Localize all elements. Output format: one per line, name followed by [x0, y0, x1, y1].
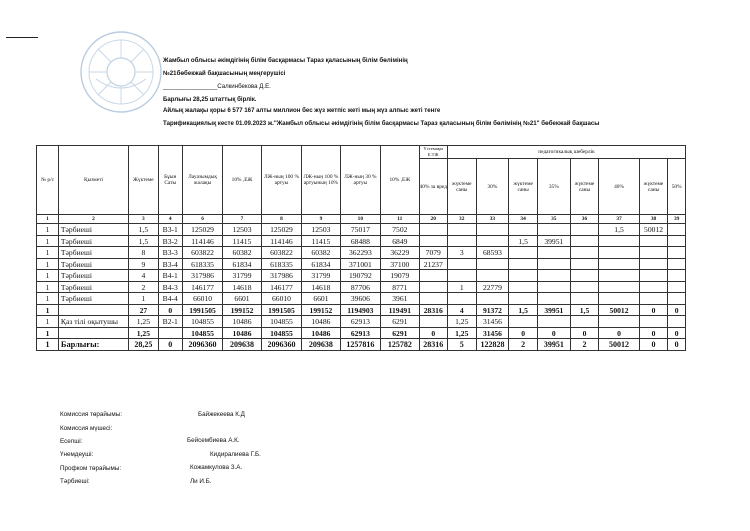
- table-cell: 362293: [340, 247, 381, 259]
- header-line-ministry: Жамбыл облысы әкімдігінің білім басқармасы Тараз қаласының білім бөлімінің: [163, 57, 408, 64]
- header-30pct: 30%: [476, 159, 509, 215]
- table-cell: В4-3: [158, 281, 182, 293]
- emblem-watermark-icon: [76, 27, 166, 117]
- table-cell: 114146: [182, 235, 223, 247]
- table-cell: Тәрбиеші: [58, 235, 128, 247]
- table-cell: Қаз тілі оқытушы: [58, 316, 128, 328]
- table-cell: [509, 224, 538, 236]
- table-cell: В4-1: [158, 270, 182, 282]
- header-ustemaky: Үстемақы Б.ТЖ: [419, 146, 448, 159]
- table-cell: [639, 270, 668, 282]
- table-cell: 1: [37, 258, 59, 270]
- table-cell: 0: [537, 327, 570, 339]
- table-cell: [448, 293, 477, 305]
- table-cell: 104855: [182, 327, 223, 339]
- table-cell: 10486: [302, 327, 340, 339]
- table-cell: 21237: [419, 258, 448, 270]
- table-cell: 0: [639, 327, 668, 339]
- table-cell: [537, 258, 570, 270]
- table-cell: 68593: [476, 247, 509, 259]
- table-cell: [419, 270, 448, 282]
- table-cell: 14618: [302, 281, 340, 293]
- table-cell: 0: [639, 304, 668, 316]
- table-cell: 60382: [223, 247, 261, 259]
- signature-role: Тәрбиеші:: [60, 478, 90, 485]
- table-cell: Барлығы:: [58, 339, 128, 351]
- table-cell: 1257816: [340, 339, 381, 351]
- table-row: [37, 224, 686, 236]
- table-cell: [639, 258, 668, 270]
- table-cell: 618335: [261, 258, 302, 270]
- table-cell: [158, 327, 182, 339]
- table-cell: 371001: [340, 258, 381, 270]
- table-cell: 0: [419, 327, 448, 339]
- table-cell: [509, 270, 538, 282]
- table-cell: [599, 235, 640, 247]
- table-cell: 1: [129, 293, 159, 305]
- table-cell: 1: [37, 247, 59, 259]
- table-cell: 1,5: [129, 224, 159, 236]
- column-number: 8: [261, 215, 302, 224]
- table-cell: [476, 270, 509, 282]
- table-cell: [509, 258, 538, 270]
- table-cell: [448, 224, 477, 236]
- table-cell: 1991505: [261, 304, 302, 316]
- table-cell: 28316: [419, 339, 448, 351]
- table-cell: 618335: [182, 258, 223, 270]
- table-cell: 5: [448, 339, 477, 351]
- column-number-row: [37, 215, 686, 224]
- table-cell: [537, 293, 570, 305]
- table-cell: 8771: [381, 281, 419, 293]
- header-35pct: 35%: [537, 159, 570, 215]
- header-load-count-4: жүктеме саны: [639, 159, 668, 215]
- table-cell: 0: [158, 339, 182, 351]
- table-cell: [570, 293, 599, 305]
- table-cell: [476, 293, 509, 305]
- header-10pct: 10% ,ЕЖ: [223, 146, 261, 215]
- table-cell: 2: [570, 339, 599, 351]
- header-load-count-3: жүктеме саны: [570, 159, 599, 215]
- tarification-table: [36, 145, 686, 351]
- table-row: [37, 247, 686, 259]
- table-cell: [419, 224, 448, 236]
- header-no: № р/с: [37, 146, 59, 215]
- table-cell: [537, 270, 570, 282]
- table-cell: 1: [37, 316, 59, 328]
- header-40pct-b: 40%: [599, 159, 640, 215]
- table-cell: [570, 270, 599, 282]
- table-cell: [58, 327, 128, 339]
- column-number: 37: [599, 215, 640, 224]
- table-cell: [509, 281, 538, 293]
- header-40pct: 40% за вред: [419, 159, 448, 215]
- table-cell: 1: [37, 339, 59, 351]
- column-number: 3: [129, 215, 159, 224]
- table-cell: [419, 293, 448, 305]
- header-load: Жүктеме: [129, 146, 159, 215]
- table-cell: 36229: [381, 247, 419, 259]
- table-cell: 1: [37, 281, 59, 293]
- signature-name: Кожамкулова З.А.: [190, 464, 243, 471]
- table-cell: 1: [37, 293, 59, 305]
- table-cell: [668, 247, 686, 259]
- column-number: 36: [570, 215, 599, 224]
- header-lzh-30: ЛЖ-ның 30 % артуы: [340, 146, 381, 215]
- signature-role: Комиссия төрайымы:: [60, 411, 123, 418]
- table-cell: 11415: [223, 235, 261, 247]
- table-cell: 1,5: [570, 304, 599, 316]
- table-cell: [668, 316, 686, 328]
- table-cell: 61834: [223, 258, 261, 270]
- table-cell: 39951: [537, 235, 570, 247]
- table-cell: [668, 258, 686, 270]
- table-cell: 0: [668, 327, 686, 339]
- table-cell: Тәрбиеші: [58, 281, 128, 293]
- column-number: 33: [476, 215, 509, 224]
- table-cell: 1: [37, 270, 59, 282]
- table-cell: 31799: [223, 270, 261, 282]
- total-row: [37, 339, 686, 351]
- table-cell: Тәрбиеші: [58, 224, 128, 236]
- table-cell: 60382: [302, 247, 340, 259]
- table-cell: 3: [448, 247, 477, 259]
- table-cell: [668, 281, 686, 293]
- signature-role: Үнемдеуші:: [60, 451, 94, 458]
- table-cell: Тәрбиеші: [58, 247, 128, 259]
- table-cell: 31799: [302, 270, 340, 282]
- table-cell: В4-4: [158, 293, 182, 305]
- column-number: 20: [419, 215, 448, 224]
- table-cell: 4: [448, 304, 477, 316]
- table-cell: [570, 258, 599, 270]
- signature-role: Есепші:: [60, 438, 83, 445]
- table-cell: [599, 258, 640, 270]
- table-cell: 14618: [223, 281, 261, 293]
- table-row: [37, 327, 686, 339]
- table-cell: 603822: [261, 247, 302, 259]
- table-cell: [668, 270, 686, 282]
- table-cell: 0: [158, 304, 182, 316]
- table-cell: 209638: [223, 339, 261, 351]
- table-cell: 190792: [340, 270, 381, 282]
- column-number: 7: [223, 215, 261, 224]
- table-cell: 125029: [261, 224, 302, 236]
- table-cell: 6291: [381, 327, 419, 339]
- table-cell: Тәрбиеші: [58, 258, 128, 270]
- signature-name: Бейсембиева А.К.: [187, 437, 240, 444]
- table-cell: 39951: [537, 339, 570, 351]
- table-cell: 1991505: [182, 304, 223, 316]
- table-cell: [599, 270, 640, 282]
- table-cell: 27: [129, 304, 159, 316]
- table-cell: 0: [668, 304, 686, 316]
- table-cell: 146177: [182, 281, 223, 293]
- table-cell: 1,5: [509, 235, 538, 247]
- table-cell: 125782: [381, 339, 419, 351]
- table-cell: [448, 235, 477, 247]
- table-cell: 37100: [381, 258, 419, 270]
- table-row: [37, 270, 686, 282]
- table-cell: 19079: [381, 270, 419, 282]
- table-cell: 12503: [302, 224, 340, 236]
- table-cell: В3-1: [158, 224, 182, 236]
- header-line-director: ________________Салкинбекова Д.Е.: [163, 83, 271, 90]
- corner-line: [6, 37, 38, 38]
- table-cell: [476, 258, 509, 270]
- table-cell: [419, 281, 448, 293]
- table-cell: 317986: [261, 270, 302, 282]
- table-cell: 68488: [340, 235, 381, 247]
- table-cell: 4: [129, 270, 159, 282]
- table-cell: 11415: [302, 235, 340, 247]
- table-cell: [599, 281, 640, 293]
- table-cell: 31456: [476, 316, 509, 328]
- table-cell: [599, 316, 640, 328]
- column-number: 11: [381, 215, 419, 224]
- header-line-kindergarten: №21бөбекжай бақшасының меңгерушісі: [163, 70, 286, 77]
- column-number: 35: [537, 215, 570, 224]
- table-cell: [537, 224, 570, 236]
- table-cell: 62913: [340, 316, 381, 328]
- table-cell: [476, 235, 509, 247]
- header-10pct-b: 10% ,ЕЖ: [381, 146, 419, 215]
- table-cell: [476, 224, 509, 236]
- table-row: [37, 304, 686, 316]
- table-row: [37, 293, 686, 305]
- table-cell: 50012: [639, 224, 668, 236]
- table-cell: В3-3: [158, 247, 182, 259]
- table-cell: [570, 247, 599, 259]
- table-cell: [419, 235, 448, 247]
- table-cell: 6849: [381, 235, 419, 247]
- table-cell: [570, 224, 599, 236]
- table-cell: 22779: [476, 281, 509, 293]
- table-cell: В3-4: [158, 258, 182, 270]
- table-cell: 6601: [302, 293, 340, 305]
- table-cell: 1,5: [599, 224, 640, 236]
- table-cell: [570, 235, 599, 247]
- table-cell: [639, 235, 668, 247]
- table-cell: 2: [129, 281, 159, 293]
- table-cell: Тәрбиеші: [58, 270, 128, 282]
- table-cell: 66010: [261, 293, 302, 305]
- table-cell: [599, 293, 640, 305]
- column-number: 2: [58, 215, 128, 224]
- table-cell: [448, 258, 477, 270]
- table-cell: 3961: [381, 293, 419, 305]
- column-number: 6: [182, 215, 223, 224]
- table-cell: 50012: [599, 339, 640, 351]
- table-cell: 12503: [223, 224, 261, 236]
- table-cell: [599, 247, 640, 259]
- table-cell: 119491: [381, 304, 419, 316]
- table-cell: 7502: [381, 224, 419, 236]
- header-ped-mastery: педагогикалық шеберлік: [448, 146, 686, 159]
- table-cell: [509, 247, 538, 259]
- table-cell: 104855: [182, 316, 223, 328]
- table-cell: 2096360: [261, 339, 302, 351]
- column-number: 39: [668, 215, 686, 224]
- table-cell: 2096360: [182, 339, 223, 351]
- table-cell: [639, 281, 668, 293]
- table-cell: 61834: [302, 258, 340, 270]
- header-bun: Бұын Саты: [158, 146, 182, 215]
- table-body: [37, 224, 686, 351]
- table-cell: [668, 224, 686, 236]
- table-cell: 31456: [476, 327, 509, 339]
- header-load-count-1: жүктеме саны: [448, 159, 477, 215]
- table-cell: 104855: [261, 327, 302, 339]
- table-cell: Тәрбиеші: [58, 293, 128, 305]
- table-cell: [668, 293, 686, 305]
- table-row: [37, 281, 686, 293]
- table-cell: 1,25: [129, 316, 159, 328]
- table-cell: 10486: [302, 316, 340, 328]
- signature-name: Ли И.Б.: [190, 478, 212, 485]
- column-number: 1: [37, 215, 59, 224]
- table-cell: 87706: [340, 281, 381, 293]
- table-cell: 10486: [223, 316, 261, 328]
- header-load-count-2: жүктеме саны: [509, 159, 538, 215]
- table-cell: [537, 316, 570, 328]
- table-cell: 1,5: [509, 304, 538, 316]
- table-cell: [570, 281, 599, 293]
- table-cell: [509, 293, 538, 305]
- column-number: 38: [639, 215, 668, 224]
- table-cell: 317986: [182, 270, 223, 282]
- table-cell: 1,25: [448, 327, 477, 339]
- table-cell: [58, 304, 128, 316]
- table-cell: В3-2: [158, 235, 182, 247]
- table-cell: 603822: [182, 247, 223, 259]
- table-cell: 91372: [476, 304, 509, 316]
- column-number: 34: [509, 215, 538, 224]
- table-cell: [537, 247, 570, 259]
- table-cell: 28,25: [129, 339, 159, 351]
- signature-name: Кидиралиева Г.Б.: [210, 451, 261, 458]
- table-cell: 114146: [261, 235, 302, 247]
- table-cell: В2-1: [158, 316, 182, 328]
- table-cell: [668, 235, 686, 247]
- table-cell: [570, 316, 599, 328]
- table-cell: 0: [599, 327, 640, 339]
- table-cell: 0: [639, 339, 668, 351]
- table-row: [37, 235, 686, 247]
- table-cell: 6291: [381, 316, 419, 328]
- table-cell: 1: [37, 235, 59, 247]
- table-cell: 8: [129, 247, 159, 259]
- table-cell: 7079: [419, 247, 448, 259]
- table-cell: 1: [448, 281, 477, 293]
- table-cell: 1: [37, 327, 59, 339]
- table-cell: 28316: [419, 304, 448, 316]
- table-cell: 10486: [223, 327, 261, 339]
- table-cell: [639, 247, 668, 259]
- table-cell: 75017: [340, 224, 381, 236]
- table-cell: 39606: [340, 293, 381, 305]
- signature-role: Профком төрайымы:: [60, 465, 122, 472]
- header-lzh-100-10: ЛЖ-ның 100 % артуының 10%: [302, 146, 340, 215]
- table-cell: [537, 281, 570, 293]
- table-cell: 125029: [182, 224, 223, 236]
- header-line-salary-fund: Айлық жалақы қоры 6 577 167 алты миллион бес жүз жетпіс жеті мың жүз алпыс жеті тенге: [163, 107, 441, 114]
- table-cell: 1,25: [129, 327, 159, 339]
- column-number: 32: [448, 215, 477, 224]
- table-cell: 62913: [340, 327, 381, 339]
- table-row: [37, 316, 686, 328]
- table-cell: 1: [37, 224, 59, 236]
- signature-name: Байжекеева К.Д: [198, 411, 245, 418]
- table-cell: 0: [668, 339, 686, 351]
- header-salary: Лауазымдық жалақы: [182, 146, 223, 215]
- table-cell: 6601: [223, 293, 261, 305]
- table-cell: 1,5: [129, 235, 159, 247]
- header-line-table-title: Тарификациялық кесте 01.09.2023 ж."Жамбыл облысы әкімдігінің білім басқармасы Тараз қаласының білім бөлімінің №21" бөбекжай бақшасы: [163, 120, 600, 127]
- table-cell: 209638: [302, 339, 340, 351]
- table-cell: 1,25: [448, 316, 477, 328]
- table-cell: [509, 316, 538, 328]
- table-cell: 122828: [476, 339, 509, 351]
- table-cell: 1: [37, 304, 59, 316]
- table-cell: 9: [129, 258, 159, 270]
- column-number: 10: [340, 215, 381, 224]
- header-50pct: 50%: [668, 159, 686, 215]
- table-row: [37, 258, 686, 270]
- table-cell: 2: [509, 339, 538, 351]
- column-number: 9: [302, 215, 340, 224]
- header-line-staff-total: Барлығы 28,25 штаттық бірлік.: [163, 96, 257, 103]
- table-cell: 146177: [261, 281, 302, 293]
- table-cell: 104855: [261, 316, 302, 328]
- signature-role: Комиссия мүшесі:: [60, 425, 113, 432]
- table-cell: [639, 316, 668, 328]
- table-cell: 199152: [223, 304, 261, 316]
- table-cell: [419, 316, 448, 328]
- table-cell: 199152: [302, 304, 340, 316]
- table-cell: 1194903: [340, 304, 381, 316]
- column-number: 4: [158, 215, 182, 224]
- table-cell: 66010: [182, 293, 223, 305]
- table-cell: 0: [570, 327, 599, 339]
- table-cell: [448, 270, 477, 282]
- table-cell: [639, 293, 668, 305]
- header-position: Қызметі: [58, 146, 128, 215]
- table-cell: 39951: [537, 304, 570, 316]
- table-cell: 0: [509, 327, 538, 339]
- header-lzh-100: ЛЖ-ның 100 % артуы: [261, 146, 302, 215]
- table-cell: 50012: [599, 304, 640, 316]
